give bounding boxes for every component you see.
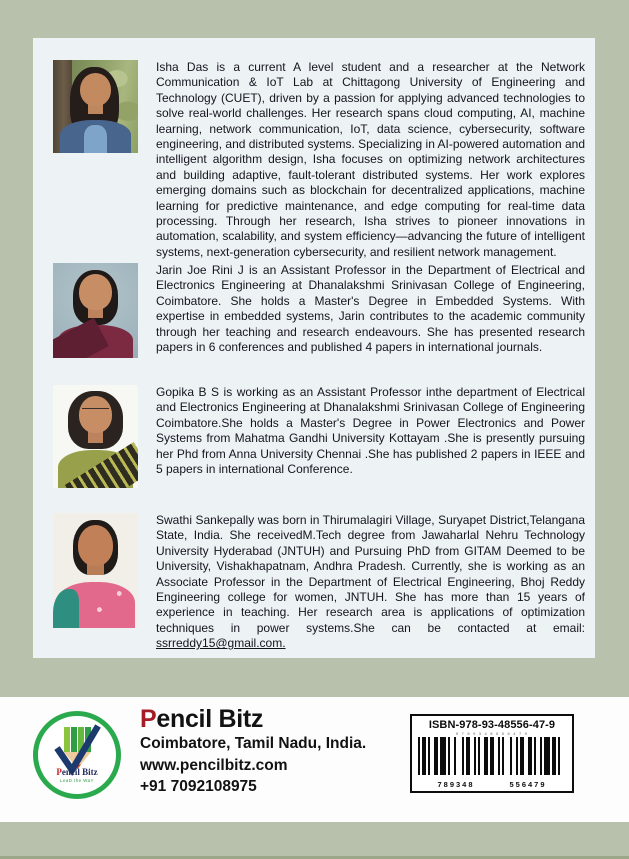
author-row-gopika-b-s bbox=[33, 385, 595, 488]
author-row-isha-das bbox=[33, 60, 595, 260]
logo-wordmark bbox=[38, 767, 116, 777]
author-bio-text: Isha Das is a current A level student and a researcher at the Network Communication & IoT Lab at Chittagong University of Engineering and Technology (CUET), driven by a passion for applying advanced technologies to solve real-world challenges. Her research spans cloud computing, AI, machine learning, network communication, IoT, data science, cybersecurity, software engineering, and distributed systems. Specializing in AI-powered automation and intelligent algorithm design, Isha focuses on optimizing network architectures and building adaptive, fault-tolerant distributed systems. Her work explores emerging domains such as blockchain for decentralized applications, machine learning for predictive maintenance, and edge computing for real-time data processing. Through her research, Isha strives to pioneer innovations in automation, scalability, and system efficiency—advancing the future of intelligent systems, next-generation cybersecurity, and resilient network management. bbox=[156, 60, 585, 259]
publisher-name-initial: P bbox=[140, 705, 157, 733]
barcode-digits bbox=[420, 780, 564, 790]
logo-tagline: LeaD the WaY bbox=[60, 778, 94, 783]
author-photo-jarin-joe-rini bbox=[53, 263, 138, 358]
photo-face bbox=[78, 525, 114, 566]
photo-inner-shirt bbox=[84, 125, 108, 153]
photo-glasses bbox=[82, 408, 109, 416]
author-photo-swathi-sankepally bbox=[53, 513, 138, 628]
barcode-bars bbox=[418, 737, 566, 775]
author-row-swathi-sankepally bbox=[33, 513, 595, 652]
photo-face bbox=[80, 73, 111, 106]
publisher-website: www.pencilbitz.com bbox=[140, 756, 288, 774]
publisher-address: Coimbatore, Tamil Nadu, India. bbox=[140, 735, 367, 752]
author-photo-isha-das bbox=[53, 60, 138, 153]
authors-panel bbox=[33, 38, 595, 658]
bio-main-text: Swathi Sankepally was born in Thirumalagiri Village, Suryapet District,Telangana State, India. She receivedM.Tech degree from Jawaharlal Nehru Technology University Hyderabad (JNTUH) and Pursuing PhD from GITAM Deemed to be University, Vishakhapatnam, Andhra Pradesh. Currently, she is working as an Associate Professor in the Department of Electrical Engineering, Bhoj Reddy Engineering college for women, JNTUH. She has more than 15 years of experience in teaching. Her research area is applications of optimization techniques in power systems.She can be contacted at email: bbox=[156, 513, 585, 635]
logo-name-rest: encil Bitz bbox=[61, 767, 98, 777]
barcode-digits-left: 789348 bbox=[433, 780, 478, 790]
publisher-name bbox=[140, 705, 366, 733]
isbn-barcode bbox=[410, 714, 574, 793]
logo-initial: P bbox=[56, 767, 62, 777]
isbn-label: ISBN-978-93-48556-47-9 bbox=[428, 719, 556, 731]
publisher-band bbox=[0, 697, 629, 822]
author-bio-text: Jarin Joe Rini J is an Assistant Professor in the Department of Electrical and Electronics Engineering at Dhanalakshmi Srinivasan College of Engineering, Coimbatore. She holds a Master's Degree in Embedded Systems. With expertise in embedded systems, Jarin contributes to the academic community through her teaching and research endeavours. She has presented research papers in 6 conferences and published 4 papers in international journals. bbox=[156, 263, 585, 355]
author-photo-gopika-b-s bbox=[53, 385, 138, 488]
barcode-gap bbox=[560, 737, 564, 775]
author-bio-text: Gopika B S is working as an Assistant Professor inthe department of Electrical and Electronics Engineering at Dhanalakshmi Srinivasan College of Engineering Coimbatore.She holds a Master's Degree in Power Electronics and Power Systems from Mahatma Gandhi University Kottayam .She is presently pursuing her Phd from Anna University Chennai .She has published 2 papers in IEEE and 5 papers in international Conference. bbox=[156, 385, 585, 477]
barcode-digits-right: 556479 bbox=[505, 780, 550, 790]
pencil-bitz-logo bbox=[33, 711, 121, 799]
author-bio-text bbox=[156, 513, 585, 652]
author-email: ssrreddy15@gmail.com. bbox=[156, 636, 286, 651]
photo-face bbox=[79, 274, 111, 310]
photo-blouse-shoulder bbox=[53, 589, 79, 628]
publisher-name-rest: encil Bitz bbox=[156, 705, 264, 733]
publisher-info bbox=[140, 705, 366, 798]
isbn-small-digits: 9 7 8 9 3 4 8 5 5 6 4 7 9 bbox=[455, 731, 529, 736]
author-row-jarin-joe-rini bbox=[33, 263, 595, 358]
publisher-phone: +91 7092108975 bbox=[140, 778, 257, 795]
